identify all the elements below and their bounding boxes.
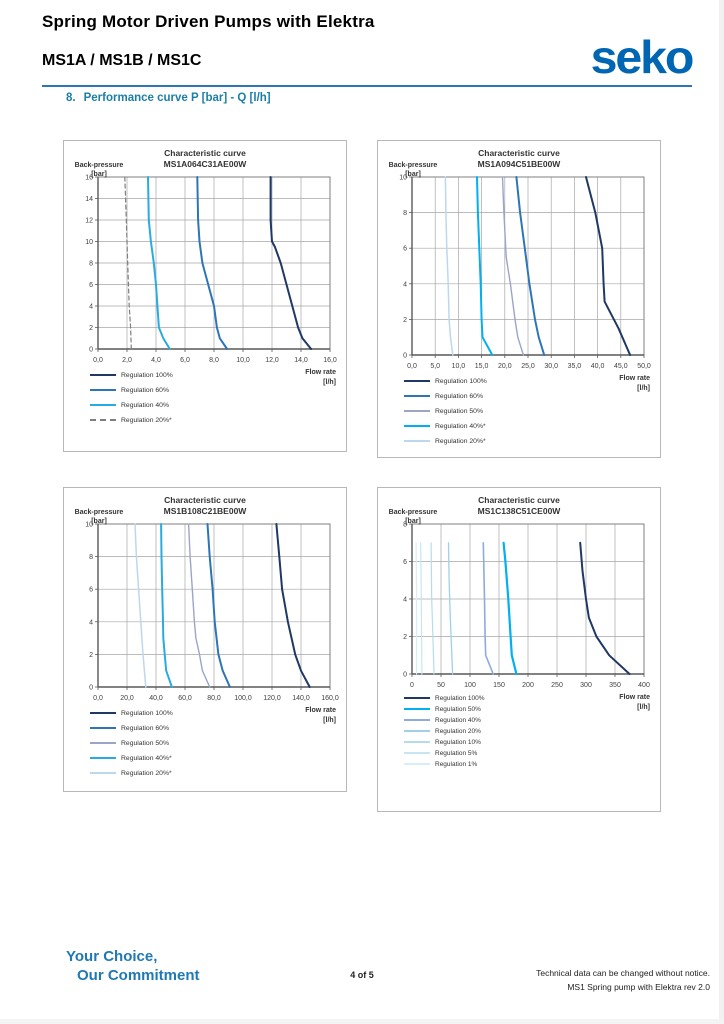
svg-text:12: 12	[85, 217, 93, 225]
plot-area	[66, 173, 344, 367]
chart-legend	[90, 706, 173, 781]
plot-area	[380, 173, 658, 373]
legend-label: Regulation 60%	[435, 392, 483, 400]
legend-label: Regulation 100%	[435, 377, 487, 385]
legend-label: Regulation 40%*	[435, 422, 486, 430]
legend-item	[90, 368, 173, 383]
grid	[412, 524, 644, 674]
chart-box-ms1c138	[377, 487, 661, 812]
y-tick-labels	[85, 174, 98, 353]
legend-item	[404, 404, 487, 419]
page-edge-bottom	[0, 1019, 724, 1024]
section-number: 8.	[66, 92, 76, 104]
legend-line-swatch	[90, 712, 116, 714]
chart-title-line1: Characteristic curve	[164, 495, 246, 505]
y-axis-label: Back-pressure [bar]	[74, 509, 124, 526]
grid	[98, 177, 330, 349]
svg-text:350: 350	[609, 681, 621, 689]
svg-text:2: 2	[403, 316, 407, 324]
chart-box-ms1a094	[377, 140, 661, 458]
legend-label: Regulation 20%*	[121, 769, 172, 777]
svg-text:140,0: 140,0	[292, 694, 310, 702]
svg-text:40,0: 40,0	[590, 362, 605, 370]
legend-label: Regulation 100%	[121, 709, 173, 717]
chart-legend	[404, 693, 485, 770]
y-tick-labels	[85, 521, 98, 691]
legend-label: Regulation 5%	[435, 749, 478, 757]
header-divider	[42, 85, 692, 87]
y-axis-label: Back-pressure [bar]	[74, 162, 124, 179]
legend-item	[404, 748, 485, 759]
chart-box-ms1a064	[63, 140, 347, 452]
legend-line-swatch	[404, 395, 430, 397]
svg-text:300: 300	[580, 681, 592, 689]
legend-line-swatch	[90, 374, 116, 376]
svg-text:25,0: 25,0	[521, 362, 535, 370]
seko-logo: seko	[590, 31, 693, 83]
footer-notice: Technical data can be changed without notice. MS1 Spring pump with Elektra rev 2.0	[536, 968, 710, 993]
svg-text:100: 100	[464, 681, 476, 689]
svg-text:6: 6	[403, 245, 407, 253]
svg-text:50: 50	[437, 681, 445, 689]
legend-item	[404, 434, 487, 449]
svg-text:120,0: 120,0	[263, 694, 281, 702]
x-axis-label: Flow rate [l/h]	[305, 706, 336, 725]
legend-label: Regulation 50%	[435, 705, 481, 713]
svg-text:8: 8	[403, 521, 407, 529]
svg-text:10,0: 10,0	[236, 356, 250, 364]
svg-text:0: 0	[89, 346, 93, 354]
chart-subtitle-model: MS1A094C51BE00W	[477, 159, 561, 170]
legend-line-swatch	[90, 419, 116, 421]
legend-line-swatch	[404, 741, 430, 743]
section-heading	[66, 92, 271, 104]
legend-item	[90, 766, 173, 781]
svg-text:14,0: 14,0	[294, 356, 308, 364]
svg-text:16: 16	[85, 174, 93, 182]
chart-legend	[404, 374, 487, 449]
page-edge-right	[719, 0, 724, 1024]
document-title: Spring Motor Driven Pumps with Elektra	[42, 12, 375, 31]
svg-text:0: 0	[403, 671, 407, 679]
svg-text:8,0: 8,0	[209, 356, 219, 364]
svg-text:4: 4	[403, 596, 407, 604]
svg-text:2: 2	[89, 651, 93, 659]
legend-label: Regulation 20%*	[121, 416, 172, 424]
legend-line-swatch	[404, 708, 430, 710]
chart-title-line1: Characteristic curve	[478, 495, 560, 505]
svg-text:400: 400	[638, 681, 650, 689]
x-axis-label: Flow rate [l/h]	[305, 368, 336, 387]
legend-item	[404, 759, 485, 770]
legend-label: Regulation 100%	[435, 694, 485, 702]
svg-text:4,0: 4,0	[151, 356, 161, 364]
legend-label: Regulation 60%	[121, 724, 169, 732]
legend-line-swatch	[404, 763, 430, 765]
legend-item	[404, 693, 485, 704]
legend-item	[90, 736, 173, 751]
svg-text:160,0: 160,0	[321, 694, 339, 702]
legend-line-swatch	[90, 727, 116, 729]
svg-text:4: 4	[89, 303, 93, 311]
svg-text:10: 10	[85, 521, 93, 529]
plot-area	[380, 520, 658, 692]
svg-text:15,0: 15,0	[474, 362, 489, 370]
x-axis-label: Flow rate [l/h]	[619, 374, 650, 393]
legend-label: Regulation 40%*	[121, 754, 172, 762]
svg-text:200: 200	[522, 681, 534, 689]
chart-title-line1: Characteristic curve	[164, 148, 246, 158]
svg-text:16,0: 16,0	[323, 356, 337, 364]
svg-text:0,0: 0,0	[407, 362, 417, 370]
legend-item	[404, 737, 485, 748]
svg-text:150: 150	[493, 681, 505, 689]
svg-text:8: 8	[89, 260, 93, 268]
legend-item	[90, 383, 173, 398]
chart-title-line1: Characteristic curve	[478, 148, 560, 158]
document-subtitle: MS1A / MS1B / MS1C	[42, 52, 202, 69]
svg-text:2,0: 2,0	[122, 356, 132, 364]
svg-text:0,0: 0,0	[93, 356, 103, 364]
chart-legend	[90, 368, 173, 428]
svg-text:6: 6	[89, 586, 93, 594]
svg-text:20,0: 20,0	[120, 694, 134, 702]
x-tick-labels	[93, 687, 339, 702]
svg-text:6: 6	[403, 558, 407, 566]
y-tick-labels	[399, 174, 412, 359]
x-axis-label: Flow rate [l/h]	[619, 693, 650, 712]
y-axis-label: Back-pressure [bar]	[388, 162, 438, 179]
footer-tagline: Your Choice, Our Commitment	[66, 948, 200, 984]
svg-text:4: 4	[403, 281, 407, 289]
x-tick-labels	[407, 355, 651, 370]
svg-text:4: 4	[89, 619, 93, 627]
legend-item	[90, 706, 173, 721]
svg-text:45,0: 45,0	[613, 362, 628, 370]
svg-text:50,0: 50,0	[637, 362, 651, 370]
svg-text:8: 8	[89, 554, 93, 562]
legend-label: Regulation 10%	[435, 738, 481, 746]
legend-label: Regulation 20%	[435, 727, 481, 735]
series-lines	[416, 543, 629, 674]
svg-text:8: 8	[403, 210, 407, 218]
series-lines	[445, 177, 630, 355]
legend-line-swatch	[404, 719, 430, 721]
svg-text:14: 14	[85, 195, 93, 203]
legend-item	[90, 413, 173, 428]
svg-text:12,0: 12,0	[265, 356, 279, 364]
legend-item	[404, 726, 485, 737]
svg-text:0: 0	[410, 681, 414, 689]
legend-item	[90, 751, 173, 766]
legend-line-swatch	[404, 410, 430, 412]
svg-text:250: 250	[551, 681, 563, 689]
chart-box-ms1b108	[63, 487, 347, 792]
svg-text:6: 6	[89, 281, 93, 289]
svg-text:10,0: 10,0	[451, 362, 466, 370]
legend-line-swatch	[404, 440, 430, 442]
svg-text:35,0: 35,0	[567, 362, 582, 370]
legend-label: Regulation 40%	[435, 716, 481, 724]
legend-label: Regulation 50%	[121, 739, 169, 747]
svg-text:0: 0	[403, 352, 407, 360]
section-heading-text: Performance curve P [bar] - Q [l/h]	[83, 92, 271, 104]
legend-line-swatch	[90, 389, 116, 391]
svg-text:100,0: 100,0	[234, 694, 252, 702]
legend-line-swatch	[90, 742, 116, 744]
legend-line-swatch	[90, 772, 116, 774]
x-tick-labels	[93, 349, 337, 364]
svg-text:6,0: 6,0	[180, 356, 190, 364]
page-indicator: 4 of 5	[350, 970, 374, 980]
legend-line-swatch	[404, 697, 430, 699]
svg-text:40,0: 40,0	[149, 694, 163, 702]
legend-label: Regulation 100%	[121, 371, 173, 379]
legend-item	[90, 721, 173, 736]
legend-item	[404, 374, 487, 389]
svg-text:2: 2	[89, 324, 93, 332]
plot-area	[66, 520, 344, 705]
svg-text:0: 0	[89, 684, 93, 692]
chart-subtitle-model: MS1C138C51CE00W	[477, 506, 561, 517]
legend-item	[404, 704, 485, 715]
chart-subtitle-model: MS1A064C31AE00W	[163, 159, 247, 170]
chart-subtitle-model: MS1B108C21BE00W	[163, 506, 247, 517]
legend-line-swatch	[404, 752, 430, 754]
legend-item	[90, 398, 173, 413]
svg-text:2: 2	[403, 633, 407, 641]
svg-text:80,0: 80,0	[207, 694, 221, 702]
legend-label: Regulation 40%	[121, 401, 169, 409]
x-tick-labels	[410, 674, 650, 689]
legend-label: Regulation 50%	[435, 407, 483, 415]
svg-text:20,0: 20,0	[497, 362, 512, 370]
legend-line-swatch	[404, 730, 430, 732]
svg-text:60,0: 60,0	[178, 694, 192, 702]
legend-label: Regulation 60%	[121, 386, 169, 394]
legend-label: Regulation 20%*	[435, 437, 486, 445]
svg-text:0,0: 0,0	[93, 694, 103, 702]
y-tick-labels	[403, 521, 412, 678]
series-lines	[135, 524, 310, 687]
legend-line-swatch	[90, 757, 116, 759]
legend-line-swatch	[404, 380, 430, 382]
svg-text:30,0: 30,0	[544, 362, 559, 370]
legend-item	[404, 419, 487, 434]
y-axis-label: Back-pressure [bar]	[388, 509, 438, 526]
legend-item	[404, 715, 485, 726]
legend-label: Regulation 1%	[435, 760, 478, 768]
svg-text:10: 10	[399, 174, 407, 182]
legend-item	[404, 389, 487, 404]
svg-text:5,0: 5,0	[430, 362, 441, 370]
svg-text:10: 10	[85, 238, 93, 246]
legend-line-swatch	[90, 404, 116, 406]
legend-line-swatch	[404, 425, 430, 427]
